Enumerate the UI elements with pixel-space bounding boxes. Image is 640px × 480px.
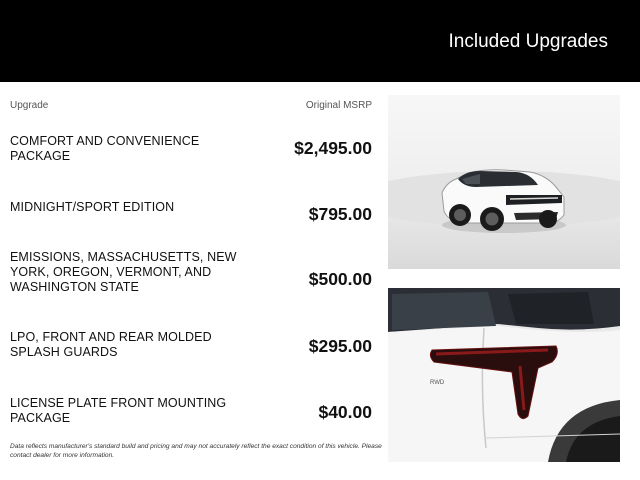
taillight-illustration xyxy=(388,288,620,462)
upgrade-price: $2,495.00 xyxy=(294,138,372,158)
column-header-upgrade: Upgrade xyxy=(10,100,49,111)
vehicle-front-photo xyxy=(388,95,620,269)
table-row xyxy=(10,250,374,316)
upgrade-name: COMFORT AND CONVENIENCE PACKAGE xyxy=(10,134,200,163)
suv-front-illustration xyxy=(388,95,620,269)
upgrade-name: EMISSIONS, MASSACHUSETTS, NEW YORK, OREGON, VERMONT, AND WASHINGTON STATE xyxy=(10,250,237,294)
header-bar xyxy=(0,0,640,82)
upgrade-price: $500.00 xyxy=(308,269,372,289)
vehicle-taillight-photo xyxy=(388,288,620,462)
upgrade-price: $40.00 xyxy=(318,402,372,422)
disclaimer-text: Data reflects manufacturer's standard build and pricing and may not accurately reflect the exact condition of this vehicle. Please contact dealer for more information. xyxy=(10,443,382,459)
upgrade-name: MIDNIGHT/SPORT EDITION xyxy=(10,200,175,214)
upgrade-price: $295.00 xyxy=(308,336,372,356)
upgrade-name: LPO, FRONT AND REAR MOLDED SPLASH GUARDS xyxy=(10,330,212,359)
rwd-badge: RWD xyxy=(430,380,445,386)
page-title: Included Upgrades xyxy=(448,31,608,52)
column-header-msrp: Original MSRP xyxy=(305,100,372,111)
upgrade-name: LICENSE PLATE FRONT MOUNTING PACKAGE xyxy=(10,396,227,425)
table-row xyxy=(10,330,374,396)
upgrade-price: $795.00 xyxy=(308,204,372,224)
table-row xyxy=(10,134,374,200)
